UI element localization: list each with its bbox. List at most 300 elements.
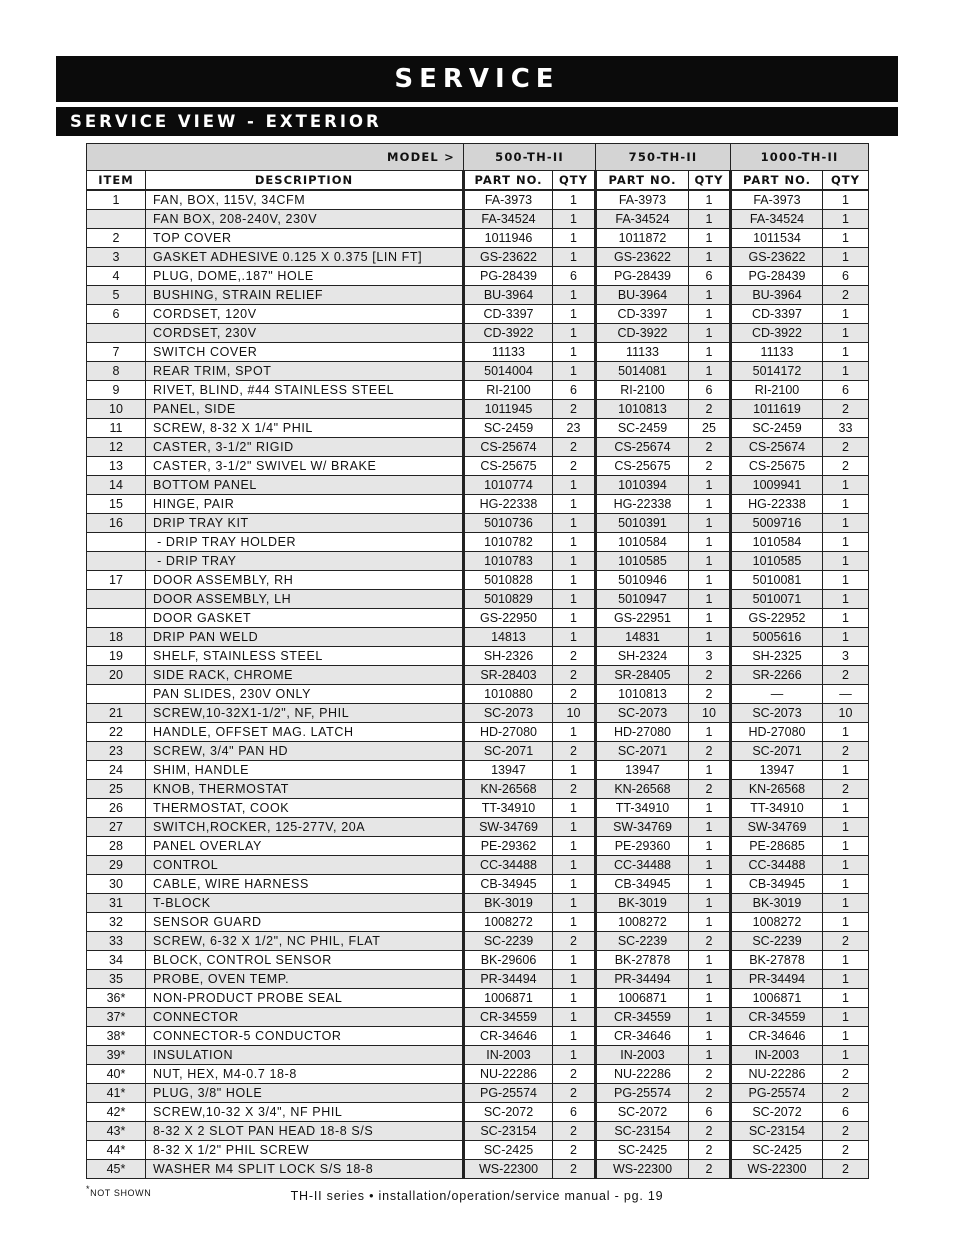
cell-item: 25: [87, 780, 146, 799]
cell-description: CONNECTOR-5 CONDUCTOR: [146, 1027, 464, 1046]
cell-part-no-750: GS-23622: [596, 248, 689, 267]
cell-qty-750: 2: [689, 1141, 731, 1160]
footnote-text: NOT SHOWN: [90, 1188, 152, 1198]
col-part-no-750: PART NO.: [596, 171, 689, 191]
cell-qty-1000: 1: [823, 514, 869, 533]
cell-qty-750: 1: [689, 324, 731, 343]
table-row: [87, 457, 869, 476]
cell-qty-500: 1: [553, 343, 596, 362]
table-row: [87, 1141, 869, 1160]
footnote-mark: *: [86, 1184, 91, 1194]
cell-description: SCREW,10-32 X 3/4", NF PHIL: [146, 1103, 464, 1122]
cell-qty-750: 1: [689, 609, 731, 628]
column-header-row: [87, 171, 869, 191]
cell-part-no-500: 1011945: [464, 400, 553, 419]
cell-part-no-750: SC-2073: [596, 704, 689, 723]
table-row: [87, 780, 869, 799]
cell-part-no-500: 1006871: [464, 989, 553, 1008]
cell-item: 10: [87, 400, 146, 419]
cell-qty-750: 1: [689, 229, 731, 248]
cell-qty-1000: 2: [823, 438, 869, 457]
cell-qty-1000: 1: [823, 628, 869, 647]
cell-part-no-500: 13947: [464, 761, 553, 780]
table-row: [87, 514, 869, 533]
table-row: [87, 761, 869, 780]
cell-description: NUT, HEX, M4-0.7 18-8: [146, 1065, 464, 1084]
table-row: [87, 989, 869, 1008]
cell-qty-500: 1: [553, 875, 596, 894]
cell-qty-1000: 2: [823, 1141, 869, 1160]
cell-qty-1000: 2: [823, 932, 869, 951]
cell-part-no-1000: CR-34646: [731, 1027, 823, 1046]
cell-part-no-1000: SC-2071: [731, 742, 823, 761]
cell-qty-750: 6: [689, 267, 731, 286]
cell-part-no-1000: WS-22300: [731, 1160, 823, 1179]
cell-part-no-1000: FA-3973: [731, 190, 823, 210]
cell-part-no-750: RI-2100: [596, 381, 689, 400]
cell-qty-1000: 1: [823, 552, 869, 571]
cell-item: 22: [87, 723, 146, 742]
cell-qty-1000: 1: [823, 609, 869, 628]
cell-part-no-1000: 5014172: [731, 362, 823, 381]
cell-part-no-500: BU-3964: [464, 286, 553, 305]
cell-qty-1000: 2: [823, 1122, 869, 1141]
cell-qty-500: 1: [553, 552, 596, 571]
table-row: [87, 970, 869, 989]
cell-part-no-750: 1006871: [596, 989, 689, 1008]
table-row: [87, 533, 869, 552]
cell-qty-500: 1: [553, 210, 596, 229]
cell-qty-500: 2: [553, 780, 596, 799]
cell-item: 9: [87, 381, 146, 400]
cell-qty-750: 6: [689, 381, 731, 400]
cell-part-no-1000: 13947: [731, 761, 823, 780]
cell-qty-750: 25: [689, 419, 731, 438]
cell-qty-500: 2: [553, 1122, 596, 1141]
cell-part-no-500: GS-22950: [464, 609, 553, 628]
cell-part-no-500: CB-34945: [464, 875, 553, 894]
cell-part-no-500: SC-23154: [464, 1122, 553, 1141]
table-row: [87, 856, 869, 875]
cell-part-no-500: PR-34494: [464, 970, 553, 989]
cell-part-no-500: SC-2073: [464, 704, 553, 723]
table-row: [87, 438, 869, 457]
cell-description: SIDE RACK, CHROME: [146, 666, 464, 685]
cell-qty-750: 1: [689, 837, 731, 856]
cell-item: 28: [87, 837, 146, 856]
col-item: ITEM: [87, 171, 146, 191]
cell-qty-1000: 33: [823, 419, 869, 438]
cell-part-no-500: 1010783: [464, 552, 553, 571]
cell-part-no-750: CD-3397: [596, 305, 689, 324]
cell-description: DRIP PAN WELD: [146, 628, 464, 647]
cell-item: 40*: [87, 1065, 146, 1084]
cell-part-no-1000: 5010071: [731, 590, 823, 609]
cell-qty-750: 1: [689, 533, 731, 552]
cell-part-no-1000: GS-22952: [731, 609, 823, 628]
cell-qty-1000: 1: [823, 1046, 869, 1065]
table-row: [87, 286, 869, 305]
cell-qty-750: 1: [689, 590, 731, 609]
cell-qty-750: 2: [689, 742, 731, 761]
cell-qty-750: 1: [689, 970, 731, 989]
cell-part-no-750: CB-34945: [596, 875, 689, 894]
table-row: [87, 913, 869, 932]
cell-part-no-1000: BK-27878: [731, 951, 823, 970]
cell-part-no-500: HG-22338: [464, 495, 553, 514]
table-row: [87, 267, 869, 286]
cell-item: 31: [87, 894, 146, 913]
cell-qty-500: 1: [553, 286, 596, 305]
cell-qty-750: 1: [689, 951, 731, 970]
cell-item: 21: [87, 704, 146, 723]
cell-description: PAN SLIDES, 230V ONLY: [146, 685, 464, 704]
cell-part-no-1000: SC-2425: [731, 1141, 823, 1160]
cell-part-no-500: WS-22300: [464, 1160, 553, 1179]
cell-qty-750: 2: [689, 1084, 731, 1103]
table-row: [87, 590, 869, 609]
cell-qty-500: 1: [553, 970, 596, 989]
cell-qty-500: 1: [553, 229, 596, 248]
cell-part-no-1000: CR-34559: [731, 1008, 823, 1027]
cell-description: SWITCH,ROCKER, 125-277V, 20A: [146, 818, 464, 837]
cell-part-no-750: PG-25574: [596, 1084, 689, 1103]
cell-description: BLOCK, CONTROL SENSOR: [146, 951, 464, 970]
table-row: [87, 1065, 869, 1084]
cell-qty-1000: 1: [823, 723, 869, 742]
table-row: [87, 894, 869, 913]
cell-part-no-1000: HG-22338: [731, 495, 823, 514]
cell-part-no-1000: TT-34910: [731, 799, 823, 818]
cell-part-no-500: 5010829: [464, 590, 553, 609]
cell-part-no-500: 5014004: [464, 362, 553, 381]
cell-qty-500: 1: [553, 1046, 596, 1065]
cell-item: 34: [87, 951, 146, 970]
cell-qty-1000: 1: [823, 799, 869, 818]
cell-description: SWITCH COVER: [146, 343, 464, 362]
cell-item: 5: [87, 286, 146, 305]
cell-part-no-1000: 1010584: [731, 533, 823, 552]
table-row: [87, 381, 869, 400]
cell-qty-1000: 1: [823, 837, 869, 856]
cell-item: 14: [87, 476, 146, 495]
cell-qty-500: 2: [553, 666, 596, 685]
cell-part-no-1000: PR-34494: [731, 970, 823, 989]
cell-part-no-1000: HD-27080: [731, 723, 823, 742]
cell-part-no-750: PE-29360: [596, 837, 689, 856]
cell-description: SHELF, STAINLESS STEEL: [146, 647, 464, 666]
table-row: [87, 1046, 869, 1065]
cell-qty-1000: 1: [823, 590, 869, 609]
cell-description: HINGE, PAIR: [146, 495, 464, 514]
table-row: [87, 1160, 869, 1179]
cell-description: SCREW, 6-32 X 1/2", NC PHIL, FLAT: [146, 932, 464, 951]
model-label: MODEL >: [87, 144, 464, 171]
cell-part-no-750: 13947: [596, 761, 689, 780]
cell-part-no-1000: KN-26568: [731, 780, 823, 799]
cell-qty-1000: 1: [823, 495, 869, 514]
cell-part-no-750: BK-3019: [596, 894, 689, 913]
cell-description: TOP COVER: [146, 229, 464, 248]
cell-part-no-1000: SC-2073: [731, 704, 823, 723]
cell-description: SENSOR GUARD: [146, 913, 464, 932]
cell-part-no-1000: GS-23622: [731, 248, 823, 267]
cell-description: CASTER, 3-1/2" RIGID: [146, 438, 464, 457]
cell-description: CONTROL: [146, 856, 464, 875]
cell-item: 30: [87, 875, 146, 894]
cell-qty-750: 1: [689, 818, 731, 837]
cell-part-no-750: HG-22338: [596, 495, 689, 514]
cell-item: 18: [87, 628, 146, 647]
cell-qty-500: 2: [553, 1065, 596, 1084]
cell-description: 8-32 X 1/2" PHIL SCREW: [146, 1141, 464, 1160]
cell-part-no-500: SC-2425: [464, 1141, 553, 1160]
cell-part-no-750: SC-2239: [596, 932, 689, 951]
cell-description: CORDSET, 230V: [146, 324, 464, 343]
cell-description: SHIM, HANDLE: [146, 761, 464, 780]
cell-qty-750: 1: [689, 799, 731, 818]
page-title: SERVICE: [394, 64, 560, 94]
cell-part-no-500: NU-22286: [464, 1065, 553, 1084]
cell-description: BUSHING, STRAIN RELIEF: [146, 286, 464, 305]
cell-part-no-1000: CS-25674: [731, 438, 823, 457]
cell-description: CORDSET, 120V: [146, 305, 464, 324]
cell-item: 16: [87, 514, 146, 533]
cell-description: WASHER M4 SPLIT LOCK S/S 18-8: [146, 1160, 464, 1179]
cell-qty-1000: 1: [823, 818, 869, 837]
cell-qty-500: 1: [553, 362, 596, 381]
cell-description: RIVET, BLIND, #44 STAINLESS STEEL: [146, 381, 464, 400]
cell-item: [87, 552, 146, 571]
cell-part-no-1000: PE-28685: [731, 837, 823, 856]
cell-part-no-750: FA-34524: [596, 210, 689, 229]
cell-part-no-500: 1010774: [464, 476, 553, 495]
cell-description: THERMOSTAT, COOK: [146, 799, 464, 818]
cell-description: INSULATION: [146, 1046, 464, 1065]
cell-item: 1: [87, 190, 146, 210]
table-row: [87, 1122, 869, 1141]
cell-part-no-500: 5010736: [464, 514, 553, 533]
cell-part-no-750: GS-22951: [596, 609, 689, 628]
cell-qty-500: 1: [553, 324, 596, 343]
col-qty-1000: QTY: [823, 171, 869, 191]
cell-item: 36*: [87, 989, 146, 1008]
cell-description: DOOR ASSEMBLY, RH: [146, 571, 464, 590]
cell-part-no-750: 14831: [596, 628, 689, 647]
table-row: [87, 324, 869, 343]
table-row: [87, 666, 869, 685]
cell-qty-750: 1: [689, 514, 731, 533]
cell-qty-1000: 1: [823, 324, 869, 343]
cell-qty-1000: 1: [823, 856, 869, 875]
cell-part-no-1000: PG-25574: [731, 1084, 823, 1103]
cell-item: 45*: [87, 1160, 146, 1179]
cell-qty-500: 1: [553, 799, 596, 818]
cell-part-no-500: PE-29362: [464, 837, 553, 856]
table-row: [87, 1027, 869, 1046]
cell-qty-1000: 6: [823, 1103, 869, 1122]
cell-qty-500: 1: [553, 609, 596, 628]
cell-qty-750: 2: [689, 1160, 731, 1179]
cell-qty-1000: 1: [823, 190, 869, 210]
table-row: [87, 951, 869, 970]
cell-qty-1000: 2: [823, 1160, 869, 1179]
table-row: [87, 343, 869, 362]
cell-qty-1000: 1: [823, 248, 869, 267]
page-title-bar: [56, 56, 898, 102]
cell-item: 27: [87, 818, 146, 837]
cell-item: 38*: [87, 1027, 146, 1046]
cell-part-no-500: GS-23622: [464, 248, 553, 267]
cell-item: 43*: [87, 1122, 146, 1141]
cell-qty-750: 1: [689, 495, 731, 514]
cell-description: NON-PRODUCT PROBE SEAL: [146, 989, 464, 1008]
cell-qty-500: 1: [553, 571, 596, 590]
cell-qty-750: 1: [689, 343, 731, 362]
cell-part-no-750: HD-27080: [596, 723, 689, 742]
cell-part-no-750: 1010584: [596, 533, 689, 552]
cell-part-no-1000: SH-2325: [731, 647, 823, 666]
cell-qty-750: 10: [689, 704, 731, 723]
cell-qty-1000: —: [823, 685, 869, 704]
cell-description: REAR TRIM, SPOT: [146, 362, 464, 381]
cell-description: PLUG, DOME,.187" HOLE: [146, 267, 464, 286]
cell-part-no-750: 1010394: [596, 476, 689, 495]
table-row: [87, 818, 869, 837]
cell-part-no-1000: BU-3964: [731, 286, 823, 305]
cell-part-no-1000: CC-34488: [731, 856, 823, 875]
table-row: [87, 609, 869, 628]
cell-part-no-750: 5010391: [596, 514, 689, 533]
cell-qty-750: 1: [689, 856, 731, 875]
cell-qty-1000: 3: [823, 647, 869, 666]
cell-qty-750: 1: [689, 875, 731, 894]
cell-qty-1000: 2: [823, 400, 869, 419]
cell-qty-1000: 1: [823, 210, 869, 229]
cell-part-no-750: 11133: [596, 343, 689, 362]
cell-item: [87, 590, 146, 609]
cell-part-no-750: CD-3922: [596, 324, 689, 343]
table-row: [87, 742, 869, 761]
cell-item: 2: [87, 229, 146, 248]
cell-qty-750: 1: [689, 1046, 731, 1065]
page-footer: TH-II series • installation/operation/service manual - pg. 19: [290, 1189, 664, 1203]
cell-part-no-1000: 1006871: [731, 989, 823, 1008]
cell-part-no-1000: 1011619: [731, 400, 823, 419]
cell-part-no-500: CD-3922: [464, 324, 553, 343]
cell-part-no-500: IN-2003: [464, 1046, 553, 1065]
cell-part-no-750: CR-34559: [596, 1008, 689, 1027]
cell-qty-750: 6: [689, 1103, 731, 1122]
cell-description: SCREW,10-32X1-1/2", NF, PHIL: [146, 704, 464, 723]
cell-description: PANEL, SIDE: [146, 400, 464, 419]
cell-description: - DRIP TRAY HOLDER: [146, 533, 464, 552]
cell-qty-500: 6: [553, 381, 596, 400]
cell-part-no-750: IN-2003: [596, 1046, 689, 1065]
cell-part-no-1000: 5010081: [731, 571, 823, 590]
cell-qty-500: 2: [553, 457, 596, 476]
cell-qty-750: 2: [689, 780, 731, 799]
cell-description: DRIP TRAY KIT: [146, 514, 464, 533]
cell-part-no-750: 1010813: [596, 685, 689, 704]
cell-part-no-500: SW-34769: [464, 818, 553, 837]
table-row: [87, 476, 869, 495]
cell-item: [87, 609, 146, 628]
cell-qty-750: 1: [689, 761, 731, 780]
cell-qty-750: 1: [689, 190, 731, 210]
cell-description: HANDLE, OFFSET MAG. LATCH: [146, 723, 464, 742]
cell-part-no-500: PG-28439: [464, 267, 553, 286]
table-row: [87, 932, 869, 951]
col-qty-500: QTY: [553, 171, 596, 191]
cell-item: [87, 324, 146, 343]
cell-qty-750: 1: [689, 913, 731, 932]
cell-part-no-500: TT-34910: [464, 799, 553, 818]
cell-qty-750: 2: [689, 1065, 731, 1084]
cell-qty-1000: 1: [823, 229, 869, 248]
cell-part-no-1000: 5005616: [731, 628, 823, 647]
cell-part-no-750: BU-3964: [596, 286, 689, 305]
table-row: [87, 723, 869, 742]
cell-part-no-500: 1011946: [464, 229, 553, 248]
cell-item: [87, 685, 146, 704]
cell-part-no-750: TT-34910: [596, 799, 689, 818]
cell-part-no-1000: CD-3397: [731, 305, 823, 324]
cell-description: SCREW, 8-32 X 1/4" PHIL: [146, 419, 464, 438]
cell-item: 8: [87, 362, 146, 381]
cell-description: BOTTOM PANEL: [146, 476, 464, 495]
cell-qty-750: 1: [689, 476, 731, 495]
cell-qty-1000: 2: [823, 666, 869, 685]
cell-part-no-500: KN-26568: [464, 780, 553, 799]
cell-part-no-750: SC-2072: [596, 1103, 689, 1122]
cell-part-no-1000: 1009941: [731, 476, 823, 495]
cell-part-no-750: NU-22286: [596, 1065, 689, 1084]
table-row: [87, 647, 869, 666]
table-row: [87, 1103, 869, 1122]
cell-qty-500: 2: [553, 647, 596, 666]
cell-part-no-750: SH-2324: [596, 647, 689, 666]
cell-part-no-500: 1010880: [464, 685, 553, 704]
cell-part-no-500: SC-2072: [464, 1103, 553, 1122]
cell-part-no-750: FA-3973: [596, 190, 689, 210]
cell-qty-750: 1: [689, 248, 731, 267]
table-row: [87, 1008, 869, 1027]
cell-part-no-750: SC-2425: [596, 1141, 689, 1160]
cell-description: KNOB, THERMOSTAT: [146, 780, 464, 799]
cell-part-no-1000: CD-3922: [731, 324, 823, 343]
cell-qty-750: 2: [689, 438, 731, 457]
cell-part-no-500: SR-28403: [464, 666, 553, 685]
cell-qty-500: 1: [553, 305, 596, 324]
cell-item: 3: [87, 248, 146, 267]
cell-qty-750: 1: [689, 1008, 731, 1027]
cell-qty-1000: 1: [823, 305, 869, 324]
cell-part-no-500: 14813: [464, 628, 553, 647]
cell-qty-500: 1: [553, 894, 596, 913]
model-header-row: [87, 144, 869, 171]
cell-part-no-500: CS-25674: [464, 438, 553, 457]
cell-part-no-1000: SC-23154: [731, 1122, 823, 1141]
table-row: [87, 571, 869, 590]
cell-part-no-1000: FA-34524: [731, 210, 823, 229]
cell-qty-500: 1: [553, 913, 596, 932]
cell-item: 15: [87, 495, 146, 514]
cell-qty-1000: 2: [823, 780, 869, 799]
table-row: [87, 248, 869, 267]
cell-item: 26: [87, 799, 146, 818]
cell-item: 17: [87, 571, 146, 590]
